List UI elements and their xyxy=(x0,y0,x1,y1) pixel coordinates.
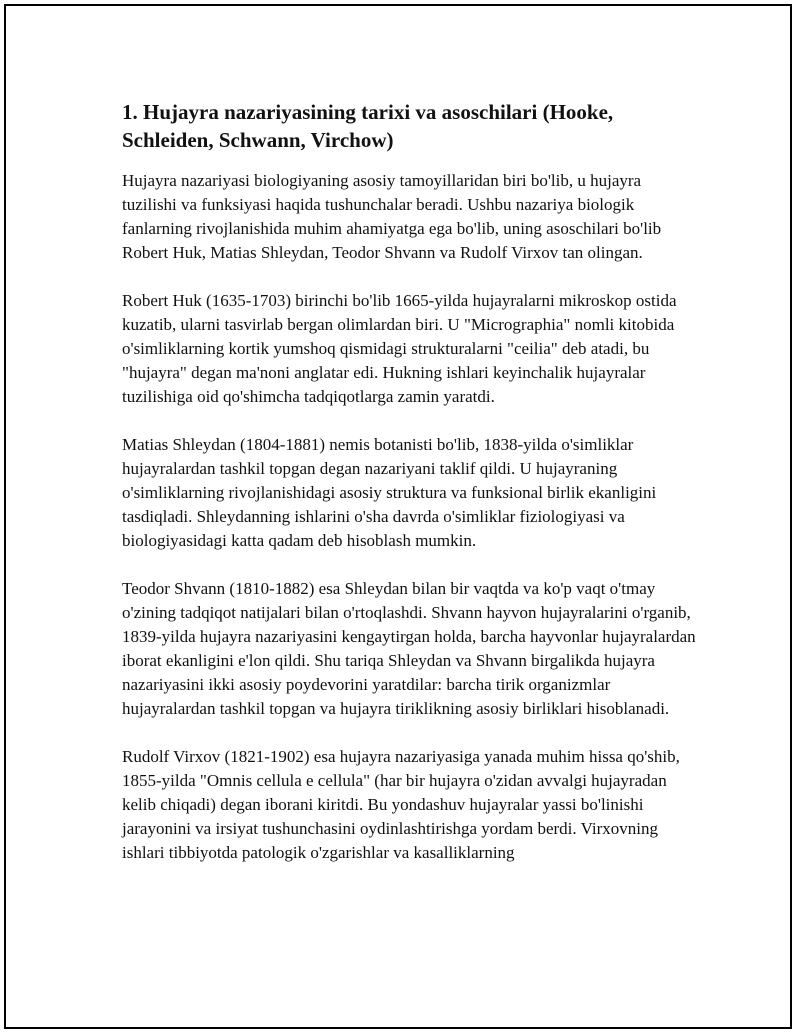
page-border xyxy=(4,4,792,1029)
document-body xyxy=(122,98,697,889)
paragraph-schleiden: Matias Shleydan (1804-1881) nemis botanisti bo'lib, 1838-yilda o'simliklar hujayralardan tashkil topgan degan nazariyani taklif qildi. U hujayraning o'simliklarning rivojlanishidagi asosiy struktura va funksional birlik ekanligini tasdiqladi. Shleydanning ishlarini o'sha davrda o'simliklar fiziologiyasi va biologiyasidagi katta qadam deb hisoblash mumkin. xyxy=(122,435,657,550)
section-heading: 1. Hujayra nazariyasining tarixi va asoschilari (Hooke, Schleiden, Schwann, Virchow) xyxy=(122,100,614,152)
paragraph-virchow: Rudolf Virxov (1821-1902) esa hujayra nazariyasiga yanada muhim hissa qo'shib, 1855-yilda "Omnis cellula e cellula" (har bir hujayra o'zidan avvalgi hujayradan kelib chiqadi) degan iborani kiritdi. Bu yondashuv hujayralar yassi bo'linishi jarayonini va irsiyat tushunchasini oydinlashtirishga yordam berdi. Virxovning ishlari tibbiyotda patologik o'zgarishlar va kasalliklarning xyxy=(122,747,680,862)
paragraph-intro: Hujayra nazariyasi biologiyaning asosiy tamoyillaridan biri bo'lib, u hujayra tuzilishi va funksiyasi haqida tushunchalar beradi. Ushbu nazariya biologik fanlarning rivojlanishida muhim ahamiyatga ega bo'lib, uning asoschilari bo'lib Robert Huk, Matias Shleydan, Teodor Shvann va Rudolf Virxov tan olingan. xyxy=(122,171,662,262)
paragraph-hooke: Robert Huk (1635-1703) birinchi bo'lib 1665-yilda hujayralarni mikroskop ostida kuzatib, ularni tasvirlab bergan olimlardan biri. U "Micrographia" nomli kitobida o'simliklarning kortik yumshoq qismidagi strukturalarni "ceilia" deb atadi, bu "hujayra" degan ma'noni anglatar edi. Hukning ishlari keyinchalik hujayralar tuzilishiga oid qo'shimcha tadqiqotlarga zamin yaratdi. xyxy=(122,291,677,406)
paragraph-schwann: Teodor Shvann (1810-1882) esa Shleydan bilan bir vaqtda va ko'p vaqt o'tmay o'zining tadqiqot natijalari bilan o'rtoqlashdi. Shvann hayvon hujayralarini o'rganib, 1839-yilda hujayra nazariyasini kengaytirgan holda, barcha hayvonlar hujayralardan iborat ekanligini e'lon qildi. Shu tariqa Shleydan va Shvann birgalikda hujayra nazariyasini ikki asosiy poydevorini yaratdilar: barcha tirik organizmlar hujayralardan tashkil topgan va hujayra tiriklikning asosiy birliklari hisoblanadi. xyxy=(122,579,696,718)
